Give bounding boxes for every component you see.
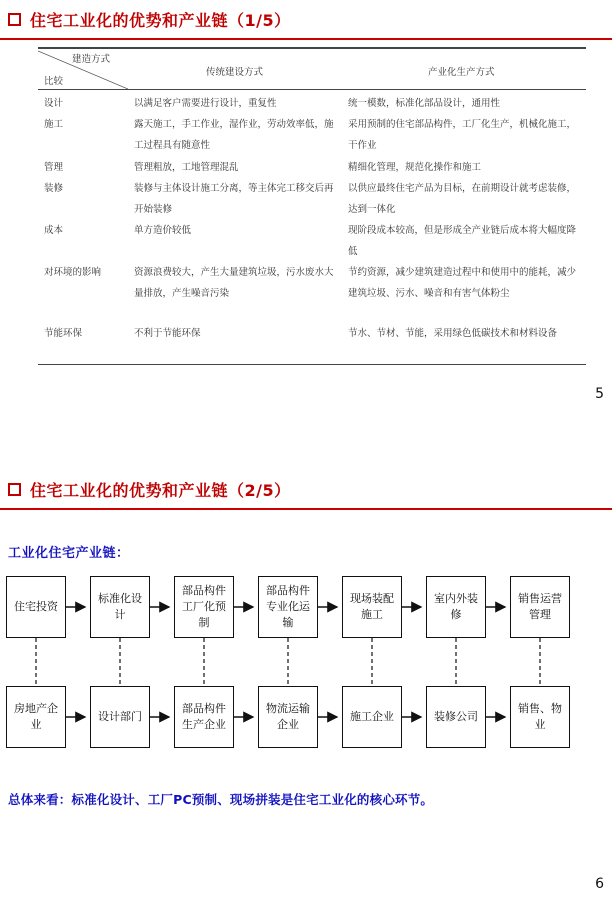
row-industrial: 精细化管理，规范化操作和施工	[348, 162, 482, 173]
chain-box-sales-property: 销售、物业	[510, 686, 570, 748]
row-industrial: 节水、节材、节能，采用绿色低碳技术和材料设备	[348, 328, 558, 339]
row-industrial: 统一模数，标准化部品设计，通用性	[348, 98, 501, 109]
row-item: 节能环保	[44, 328, 83, 339]
slide-2	[0, 470, 612, 900]
chain-box-transport: 部品构件专业化运输	[258, 576, 318, 638]
slide-1-title	[8, 8, 291, 31]
row-item: 成本	[44, 225, 64, 236]
corner-top-label: 建造方式	[72, 54, 111, 65]
chain-box-logistics: 物流运输企业	[258, 686, 318, 748]
col-header-industrial: 产业化生产方式	[428, 67, 495, 78]
chain-box-prefabrication: 部品构件工厂化预制	[174, 576, 234, 638]
row-industrial: 以供应最终住宅产品为目标，在前期设计就考虑装修，达到一体化	[348, 183, 577, 215]
corner-bottom-label: 比较	[44, 76, 64, 87]
row-industrial: 现阶段成本较高，但是形成全产业链后成本将大幅度降低	[348, 225, 577, 257]
title-divider	[0, 38, 612, 40]
chain-box-real-estate: 房地产企业	[6, 686, 66, 748]
chain-box-construction: 施工企业	[342, 686, 402, 748]
row-industrial: 采用预制的住宅部品构件，工厂化生产，机械化施工，干作业	[348, 119, 577, 151]
chain-box-sales: 销售运营管理	[510, 576, 570, 638]
row-traditional: 装修与主体设计施工分离，等主体完工移交后再开始装修	[134, 183, 334, 215]
col-header-traditional: 传统建设方式	[206, 67, 264, 78]
chain-box-decoration: 室内外装修	[426, 576, 486, 638]
row-item: 施工	[44, 119, 64, 130]
chain-box-decoration-co: 装修公司	[426, 686, 486, 748]
table-header-rule	[38, 89, 586, 90]
dashed-links	[36, 638, 540, 686]
slide-1-title-text: 住宅工业化的优势和产业链（1/5）	[30, 11, 291, 30]
row-traditional: 资源浪费较大，产生大量建筑垃圾，污水废水大量排放，产生噪音污染	[134, 267, 334, 299]
chain-box-design-dept: 设计部门	[90, 686, 150, 748]
chain-box-assembly: 现场装配施工	[342, 576, 402, 638]
square-bullet-icon	[8, 13, 21, 26]
row-traditional: 单方造价较低	[134, 225, 192, 236]
row-item: 对环境的影响	[44, 267, 102, 278]
page-number: 6	[595, 876, 604, 892]
diagonal-header-cell	[38, 47, 128, 89]
row-industrial: 节约资源，减少建筑建造过程中和使用中的能耗，减少建筑垃圾、污水、噪音和有害气体粉尘	[348, 267, 577, 299]
chain-box-investment: 住宅投资	[6, 576, 66, 638]
page-number: 5	[595, 386, 604, 402]
comparison-table	[38, 47, 586, 365]
conclusion-text: 总体来看：标准化设计、工厂PC预制、现场拼装是住宅工业化的核心环节。	[8, 792, 434, 807]
table-bottom-rule	[38, 364, 586, 366]
slide-2-title-text: 住宅工业化的优势和产业链（2/5）	[30, 481, 291, 500]
row-traditional: 不利于节能环保	[134, 328, 201, 339]
row-item: 装修	[44, 183, 64, 194]
row-traditional: 以满足客户需要进行设计，重复性	[134, 98, 277, 109]
row-traditional: 露天施工，手工作业，湿作业，劳动效率低，施工过程具有随意性	[134, 119, 334, 151]
row-item: 管理	[44, 162, 64, 173]
chain-box-standard-design: 标准化设计	[90, 576, 150, 638]
row-item: 设计	[44, 98, 64, 109]
chain-subtitle: 工业化住宅产业链：	[8, 546, 130, 561]
chain-box-parts-maker: 部品构件生产企业	[174, 686, 234, 748]
row-traditional: 管理粗放，工地管理混乱	[134, 162, 239, 173]
slide-1	[0, 0, 612, 430]
